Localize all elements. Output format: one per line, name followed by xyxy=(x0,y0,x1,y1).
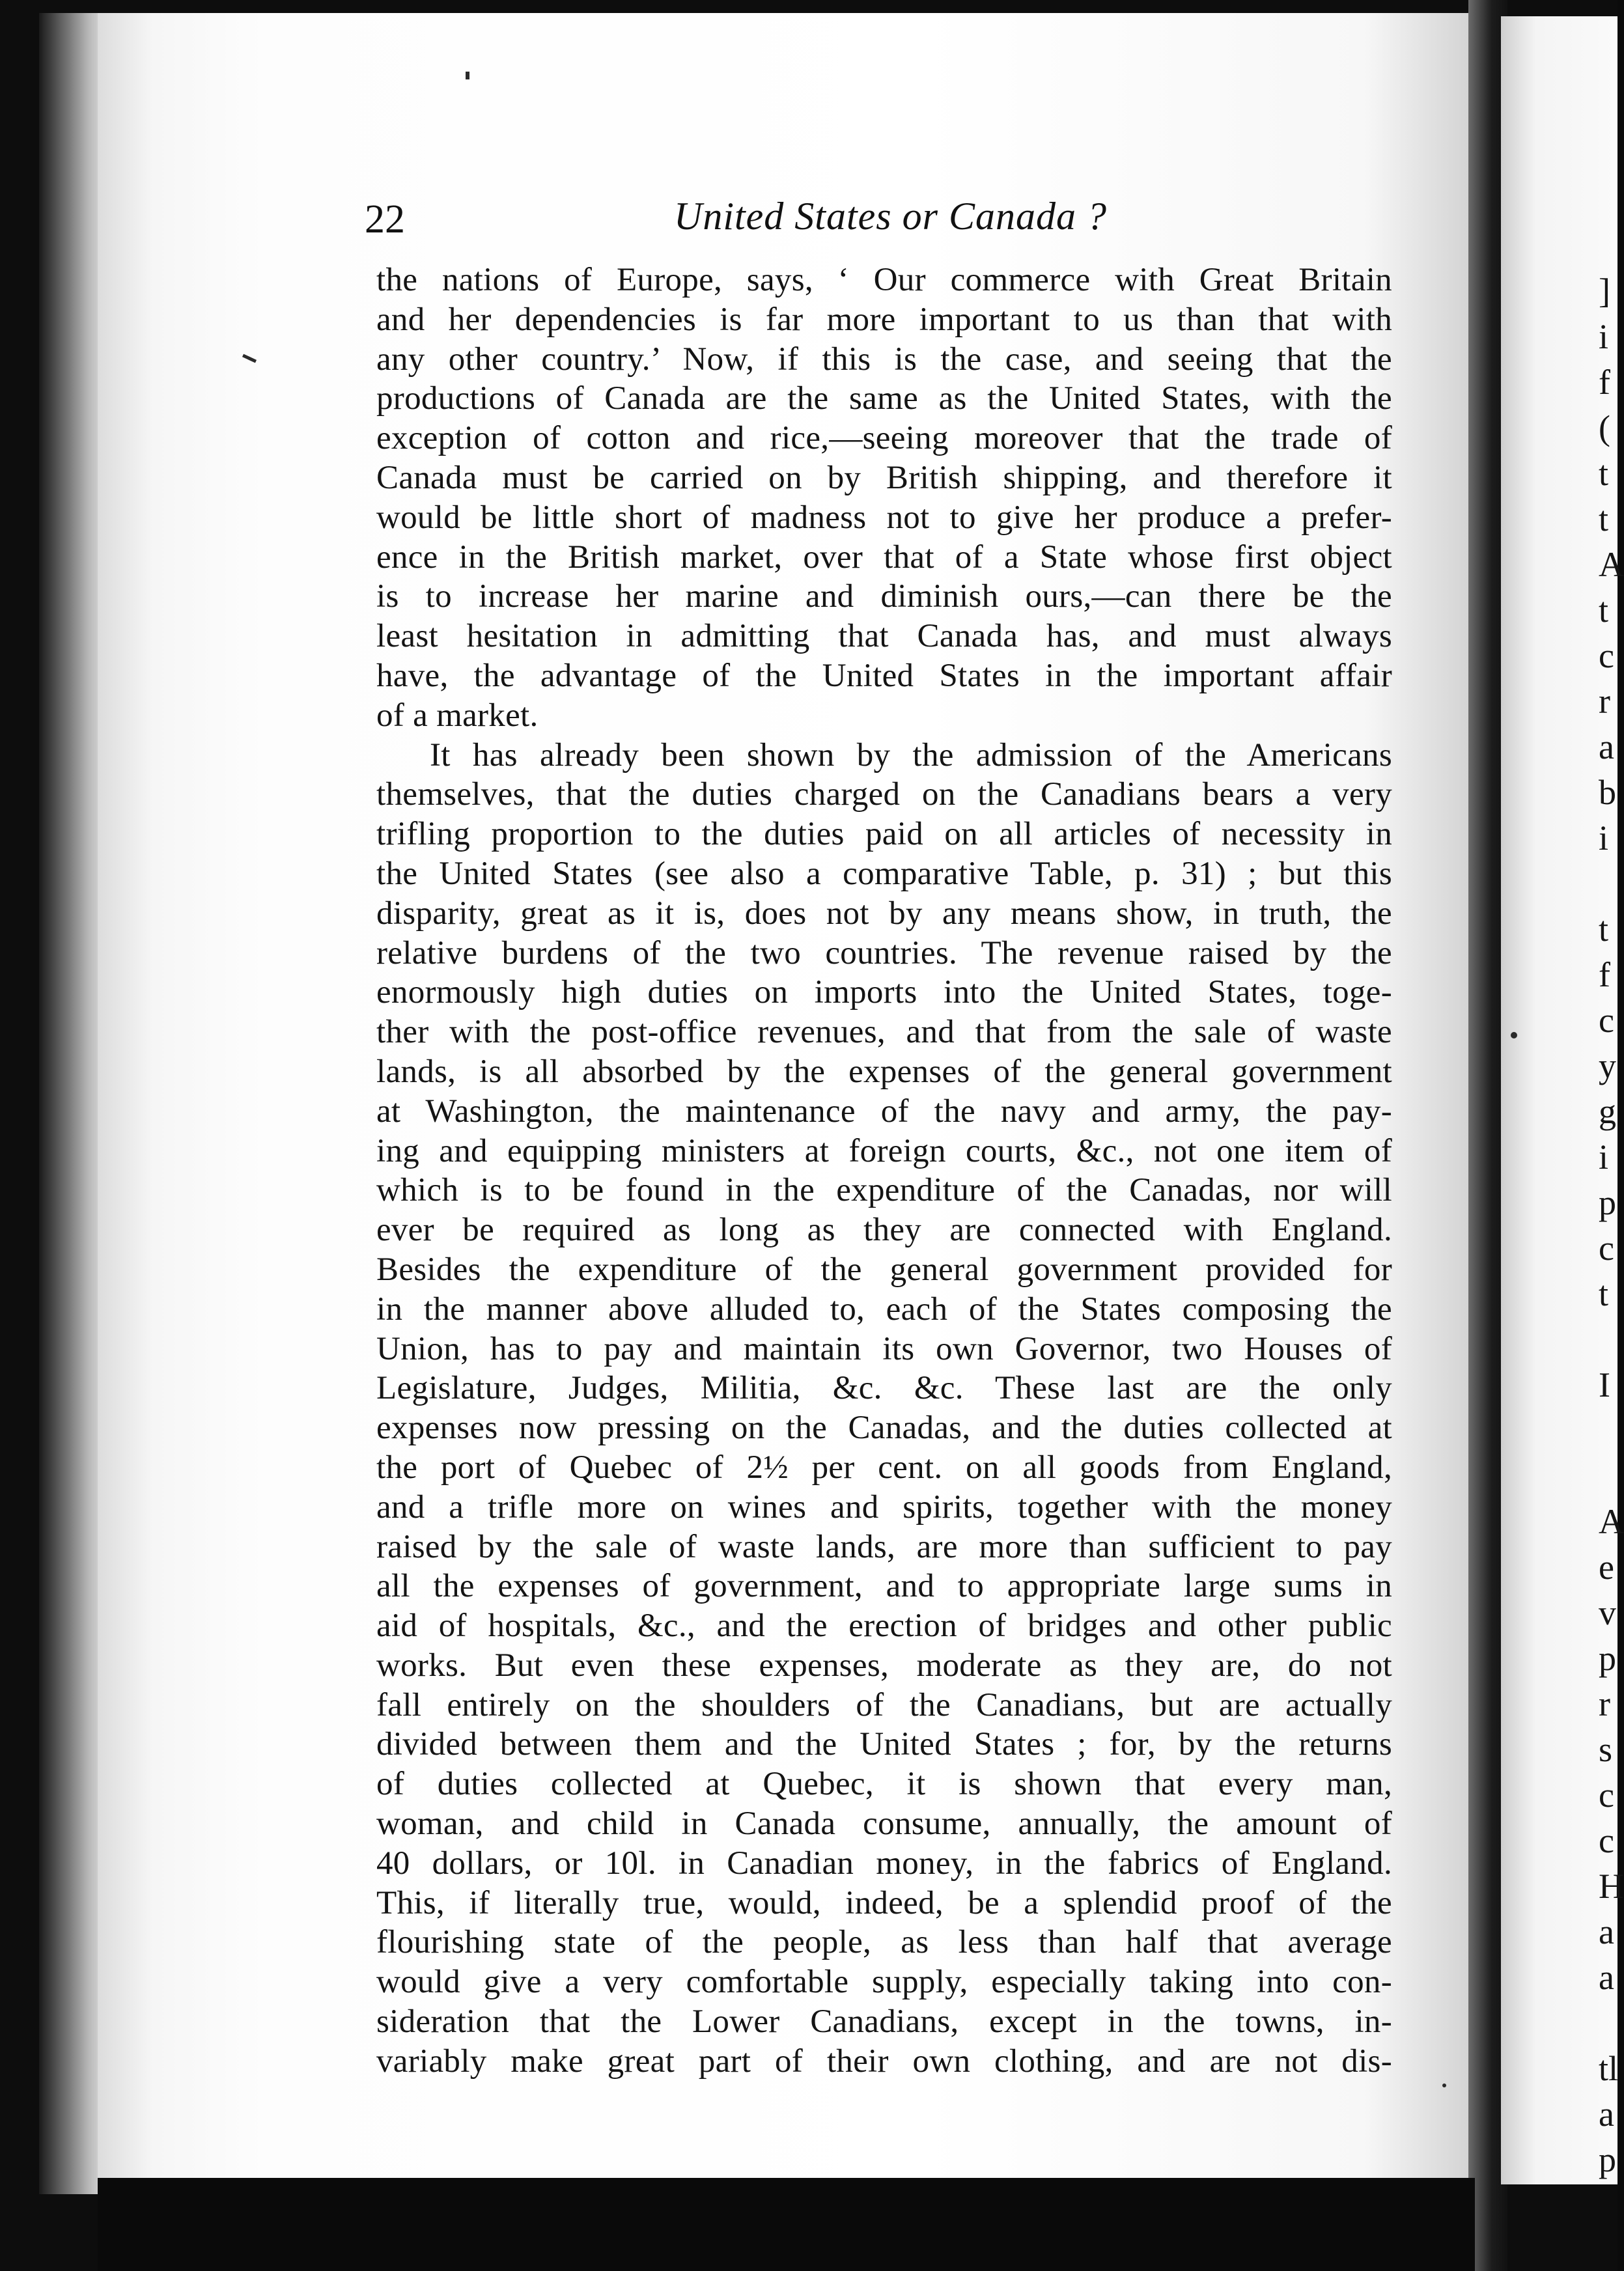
text-line: least hesitation in admitting that Canada has, and must always xyxy=(376,618,1392,655)
facing-page-letter: t xyxy=(1599,454,1609,493)
text-line: fall entirely on the shoulders of the Canadians, but are actually xyxy=(376,1686,1392,1723)
facing-page-letter: c xyxy=(1599,636,1614,675)
body-text xyxy=(376,260,1392,2082)
text-line: ever be required as long as they are connected with England. xyxy=(376,1212,1392,1249)
text-line: in the manner above alluded to, each of the States composing the xyxy=(376,1290,1392,1328)
facing-page-letter: f xyxy=(1599,955,1610,994)
text-line: have, the advantage of the United States in the important affair xyxy=(376,657,1392,694)
running-title: United States or Canada ? xyxy=(674,195,1107,238)
text-line: Besides the expenditure of the general government provided for xyxy=(376,1251,1392,1288)
bottom-scan-edge xyxy=(98,2178,1475,2271)
running-head xyxy=(365,197,1270,249)
scan-speck xyxy=(466,72,469,79)
text-line: is to increase her marine and diminish ours,—can there be the xyxy=(376,578,1392,615)
facing-page-letter: e xyxy=(1599,1548,1614,1587)
text-line: any other country.’ Now, if this is the case, and seeing that the xyxy=(376,341,1392,378)
text-line: ing and equipping ministers at foreign courts, &c., not one item of xyxy=(376,1132,1392,1169)
text-line: enormously high duties on imports into the United States, toge- xyxy=(376,974,1392,1011)
facing-page-letter: r xyxy=(1599,682,1610,721)
text-line: expenses now pressing on the Canadas, and the duties collected at xyxy=(376,1410,1392,1447)
text-line: productions of Canada are the same as the United States, with the xyxy=(376,380,1392,417)
text-line: all the expenses of government, and to appropriate large sums in xyxy=(376,1568,1392,1605)
text-line: works. But even these expenses, moderate as they are, do not xyxy=(376,1647,1392,1684)
facing-page-letter: ( xyxy=(1599,408,1610,447)
facing-page-letter: a xyxy=(1599,2095,1614,2134)
text-line: raised by the sale of waste lands, are more than sufficient to pay xyxy=(376,1528,1392,1565)
facing-page-letter: c xyxy=(1599,1776,1614,1815)
facing-page-letter: y xyxy=(1599,1046,1616,1085)
facing-page-letter: tl xyxy=(1599,2049,1619,2088)
text-line: Union, has to pay and maintain its own Governor, two Houses of xyxy=(376,1330,1392,1367)
facing-page-letter: i xyxy=(1599,1137,1609,1177)
page-number: 22 xyxy=(365,197,405,242)
facing-page-letter: p xyxy=(1599,1639,1616,1678)
text-line: of duties collected at Quebec, it is shown that every man, xyxy=(376,1766,1392,1803)
facing-page-letter: i xyxy=(1599,818,1609,857)
text-line: the nations of Europe, says, ‘ Our commerce with Great Britain xyxy=(376,262,1392,298)
facing-page-letter: t xyxy=(1599,910,1609,949)
facing-page-letter: A xyxy=(1599,1502,1624,1541)
facing-page-letter: c xyxy=(1599,1821,1614,1860)
facing-page-fragment xyxy=(1501,16,1624,2184)
text-line: sideration that the Lower Canadians, except in the towns, in- xyxy=(376,2003,1392,2041)
text-line: It has already been shown by the admission of the Americans xyxy=(430,736,1392,773)
facing-page-letter: r xyxy=(1599,1684,1610,1723)
facing-page-letter: H xyxy=(1599,1867,1624,1906)
text-line: flourishing state of the people, as less than half that average xyxy=(376,1924,1392,1961)
text-line: themselves, that the duties charged on the Canadians bears a very xyxy=(376,776,1392,813)
facing-page-letter: A xyxy=(1599,545,1624,584)
facing-page-letter: c xyxy=(1599,1229,1614,1268)
text-line: ther with the post-office revenues, and that from the sale of waste xyxy=(376,1014,1392,1051)
text-line: disparity, great as it is, does not by any means show, in truth, the xyxy=(376,895,1392,932)
facing-page-letter: p xyxy=(1599,2140,1616,2179)
scan-speck xyxy=(1442,2083,1446,2087)
facing-page-letter: t xyxy=(1599,1274,1609,1313)
text-line: and a trifle more on wines and spirits, together with the money xyxy=(376,1488,1392,1526)
facing-page-letter: ] xyxy=(1599,272,1610,311)
text-line: exception of cotton and rice,—seeing moreover that the trade of xyxy=(376,420,1392,457)
text-line: relative burdens of the two countries. The revenue raised by the xyxy=(376,934,1392,971)
text-line: aid of hospitals, &c., and the erection of bridges and other public xyxy=(376,1608,1392,1645)
text-line: the United States (see also a comparative Table, p. 31) ; but this xyxy=(376,855,1392,892)
facing-page-letter: a xyxy=(1599,727,1614,766)
text-line: at Washington, the maintenance of the navy and army, the pay- xyxy=(376,1093,1392,1130)
facing-page-letter: g xyxy=(1599,1092,1616,1131)
text-line: 40 dollars, or 10l. in Canadian money, in the fabrics of England. xyxy=(376,1845,1392,1882)
text-line: the port of Quebec of 2½ per cent. on all goods from England, xyxy=(376,1449,1392,1486)
text-line: This, if literally true, would, indeed, be a splendid proof of the xyxy=(376,1884,1392,1921)
text-line: variably make great part of their own clothing, and are not dis- xyxy=(376,2042,1392,2080)
text-line: woman, and child in Canada consume, annually, the amount of xyxy=(376,1805,1392,1843)
facing-page-letter: I xyxy=(1599,1365,1610,1404)
text-line: would be little short of madness not to give her produce a prefer- xyxy=(376,499,1392,536)
text-line: divided between them and the United States ; for, by the returns xyxy=(376,1726,1392,1763)
facing-page-letter: a xyxy=(1599,1958,1614,1997)
text-line: trifling proportion to the duties paid on all articles of necessity in xyxy=(376,816,1392,853)
facing-page-letter: a xyxy=(1599,1912,1614,1951)
facing-page-letter: p xyxy=(1599,1183,1616,1222)
facing-page-letter: t xyxy=(1599,499,1609,538)
text-line: which is to be found in the expenditure of the Canadas, nor will xyxy=(376,1172,1392,1209)
scan-speck xyxy=(1511,1032,1517,1038)
facing-page-letter: f xyxy=(1599,363,1610,402)
text-line: Legislature, Judges, Militia, &c. &c. These last are the only xyxy=(376,1370,1392,1407)
text-line: and her dependencies is far more important to us than that with xyxy=(376,301,1392,338)
text-line: Canada must be carried on by British shipping, and therefore it xyxy=(376,459,1392,496)
facing-page-letter: c xyxy=(1599,1001,1614,1040)
text-line: of a market. xyxy=(376,697,539,734)
facing-page-letter: b xyxy=(1599,773,1616,812)
text-line: lands, is all absorbed by the expenses of the general government xyxy=(376,1053,1392,1090)
text-line: would give a very comfortable supply, especially taking into con- xyxy=(376,1964,1392,2001)
facing-page-letter: i xyxy=(1599,317,1609,356)
facing-page-letter: v xyxy=(1599,1593,1616,1632)
facing-page-letter: s xyxy=(1599,1730,1613,1769)
text-line: ence in the British market, over that of a State whose first object xyxy=(376,538,1392,576)
facing-page-letter: t xyxy=(1599,591,1609,630)
